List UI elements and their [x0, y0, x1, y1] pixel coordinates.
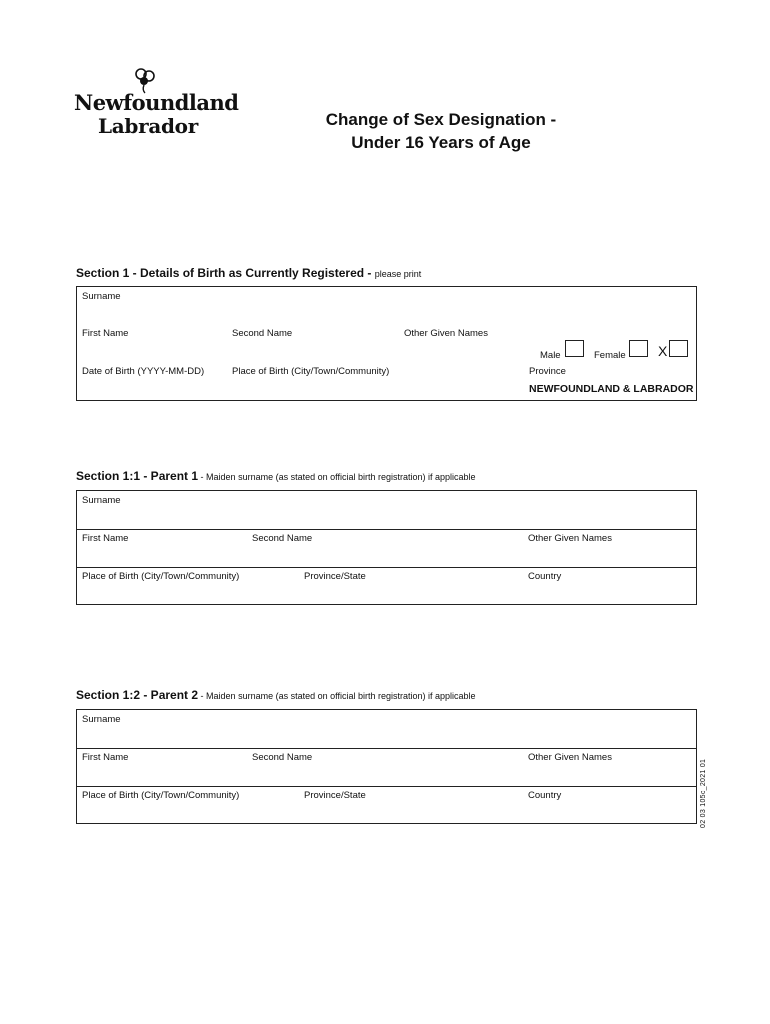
parent-2-country-label: Country [528, 790, 562, 801]
section-1-heading [76, 266, 421, 280]
logo-line-1: Newfoundland [74, 90, 239, 115]
parent-2-surname-field[interactable] [77, 710, 696, 748]
x-label: X [658, 343, 668, 359]
parent-1-names-row[interactable] [77, 529, 696, 567]
parent-1-surname-field[interactable] [77, 491, 696, 529]
surname-label: Surname [82, 291, 121, 302]
logo-line-2: Labrador [98, 114, 198, 138]
parent-2-other-given-names-label: Other Given Names [528, 752, 612, 763]
female-checkbox[interactable] [629, 340, 648, 357]
x-checkbox[interactable] [669, 340, 688, 357]
parent-1-second-name-label: Second Name [252, 533, 313, 544]
parent-2-title: Section 1:2 - Parent 2 [76, 688, 199, 702]
names-row [77, 325, 696, 363]
female-label: Female [594, 350, 626, 361]
section-1-note: please print [374, 269, 422, 279]
form-code: 02 03 105c_2021 01 [700, 758, 707, 828]
birth-details-row [77, 363, 696, 400]
parent-2-birthplace-row[interactable] [77, 786, 696, 823]
section-1-title: Section 1 - Details of Birth as Currently Registered - [76, 266, 375, 280]
form-title-line-1: Change of Sex Designation - [325, 110, 557, 129]
parent-2-heading [76, 688, 476, 702]
date-of-birth-label: Date of Birth (YYYY-MM-DD) [82, 366, 205, 377]
other-given-names-label: Other Given Names [404, 328, 488, 339]
parent-1-birthplace-row[interactable] [77, 567, 696, 604]
male-checkbox[interactable] [565, 340, 584, 357]
parent-1-place-of-birth-label: Place of Birth (City/Town/Community) [82, 571, 240, 582]
male-label: Male [540, 350, 561, 361]
parent-1-province-state-label: Province/State [304, 571, 366, 582]
parent-2-box [76, 709, 697, 824]
parent-1-other-given-names-label: Other Given Names [528, 533, 612, 544]
government-logo [74, 66, 239, 140]
parent-1-note: - Maiden surname (as stated on official birth registration) if applicable [198, 472, 476, 482]
parent-2-note: - Maiden surname (as stated on official birth registration) if applicable [198, 691, 476, 701]
parent-1-surname-label: Surname [82, 495, 121, 506]
parent-1-heading [76, 469, 476, 483]
parent-2-province-state-label: Province/State [304, 790, 366, 801]
parent-2-place-of-birth-label: Place of Birth (City/Town/Community) [82, 790, 240, 801]
parent-2-first-name-label: First Name [82, 752, 129, 763]
place-of-birth-label: Place of Birth (City/Town/Community) [232, 366, 390, 377]
parent-2-names-row[interactable] [77, 748, 696, 786]
section-1-box [76, 286, 697, 401]
form-title-line-2: Under 16 Years of Age [351, 133, 531, 152]
parent-1-box [76, 490, 697, 605]
province-label: Province [529, 366, 566, 377]
province-value: NEWFOUNDLAND & LABRADOR [529, 383, 694, 395]
parent-2-second-name-label: Second Name [252, 752, 313, 763]
parent-1-country-label: Country [528, 571, 562, 582]
parent-1-first-name-label: First Name [82, 533, 129, 544]
surname-field[interactable] [77, 287, 696, 325]
first-name-label: First Name [82, 328, 129, 339]
second-name-label: Second Name [232, 328, 293, 339]
parent-2-surname-label: Surname [82, 714, 121, 725]
parent-1-title: Section 1:1 - Parent 1 [76, 469, 199, 483]
